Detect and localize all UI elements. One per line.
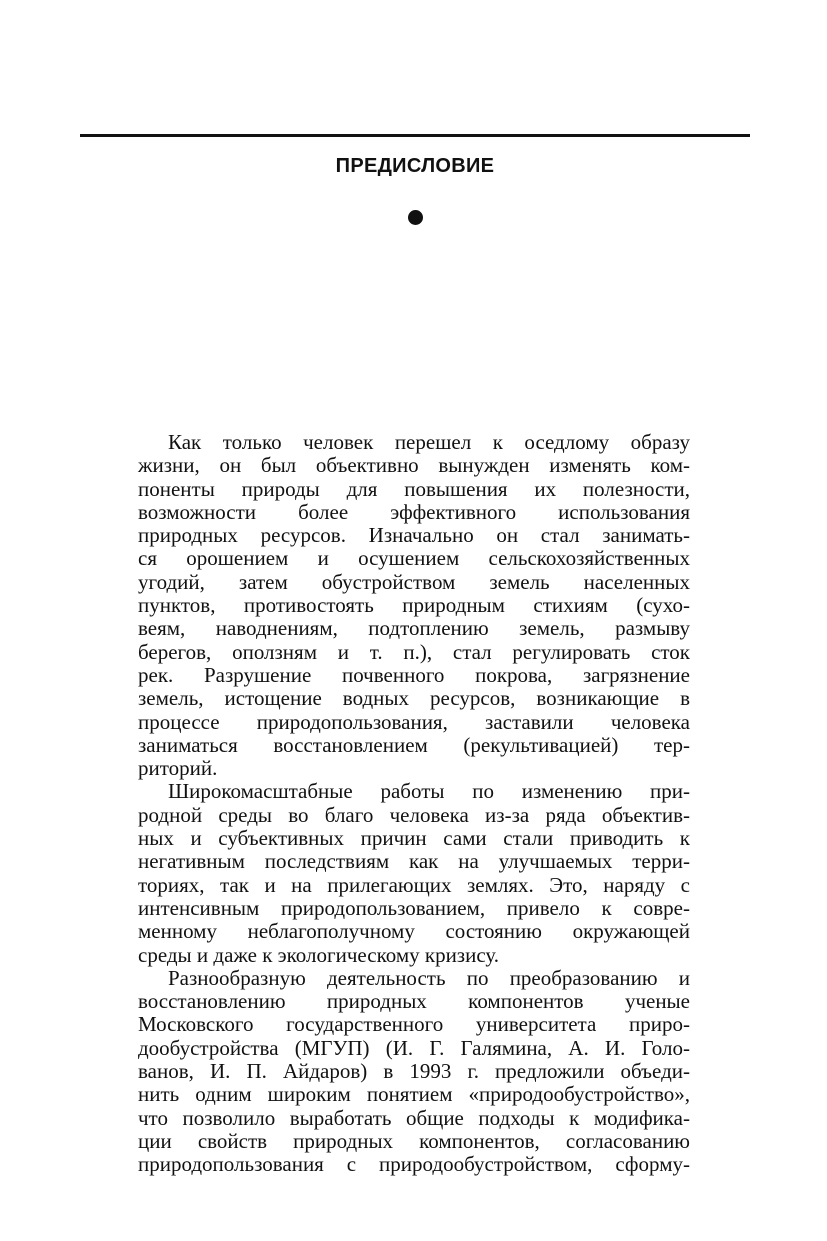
text-line: возможности более эффективного использования — [138, 499, 690, 524]
text-line: веям, наводнениям, подтоплению земель, размыву — [138, 616, 690, 641]
text-line: интенсивным природопользованием, привело к совре- — [138, 895, 690, 920]
paragraph-1 — [138, 431, 690, 780]
paragraph-3 — [138, 967, 690, 1177]
text-line: поненты природы для повышения их полезности, — [138, 476, 690, 501]
text-line: ся орошением и осушением сельскохозяйственных — [138, 546, 690, 571]
text-line: Московского государственного университета приро- — [138, 1012, 690, 1037]
text-line: жизни, он был объективно вынужден изменять ком- — [138, 453, 690, 478]
text-line: дообустройства (МГУП) (И. Г. Галямина, А. И. Голо- — [138, 1035, 690, 1060]
paragraph-2 — [138, 780, 690, 966]
text-line: родной среды во благо человека из-за ряда объектив- — [138, 802, 690, 827]
text-line: нить одним широким понятием «природообустройство», — [138, 1082, 690, 1107]
text-line: ных и субъективных причин сами стали приводить к — [138, 826, 690, 851]
text-line: что позволило выработать общие подходы к модифика- — [138, 1105, 690, 1130]
text-line: среды и даже к экологическому кризису. — [138, 942, 500, 967]
text-line: менному неблагополучному состоянию окружающей — [138, 919, 690, 944]
top-rule — [80, 134, 750, 137]
text-line: угодий, затем обустройством земель населенных — [138, 569, 690, 594]
text-line: природопользования с природообустройством, сформу- — [138, 1152, 690, 1177]
text-line: земель, истощение водных ресурсов, возникающие в — [138, 686, 690, 711]
text-line: заниматься восстановлением (рекультивацией) тер- — [138, 732, 690, 757]
text-line: рек. Разрушение почвенного покрова, загрязнение — [138, 662, 690, 687]
text-line: ции свойств природных компонентов, согласованию — [138, 1128, 690, 1153]
text-line: восстановлению природных компонентов ученые — [138, 989, 690, 1014]
body-text — [138, 431, 690, 1177]
page-title: ПРЕДИСЛОВИЕ — [335, 155, 495, 177]
text-line: Как только человек перешел к оседлому образу — [168, 430, 690, 454]
text-line: берегов, оползням и т. п.), стал регулировать сток — [138, 639, 690, 664]
text-line: Разнообразную деятельность по преобразованию и — [168, 965, 690, 990]
text-line: Широкомасштабные работы по изменению при- — [168, 779, 690, 804]
text-line: негативным последствиям как на улучшаемых терри- — [138, 849, 690, 874]
text-line: ванов, И. П. Айдаров) в 1993 г. предложили объеди- — [138, 1059, 690, 1084]
text-line: ториях, так и на прилегающих землях. Это, наряду с — [138, 872, 690, 897]
text-line: риторий. — [138, 756, 218, 781]
text-line: пунктов, противостоять природным стихиям (сухо- — [138, 593, 690, 618]
bullet-ornament — [408, 210, 423, 225]
text-line: процессе природопользования, заставили человека — [138, 709, 690, 734]
text-line: природных ресурсов. Изначально он стал занимать- — [138, 523, 690, 548]
